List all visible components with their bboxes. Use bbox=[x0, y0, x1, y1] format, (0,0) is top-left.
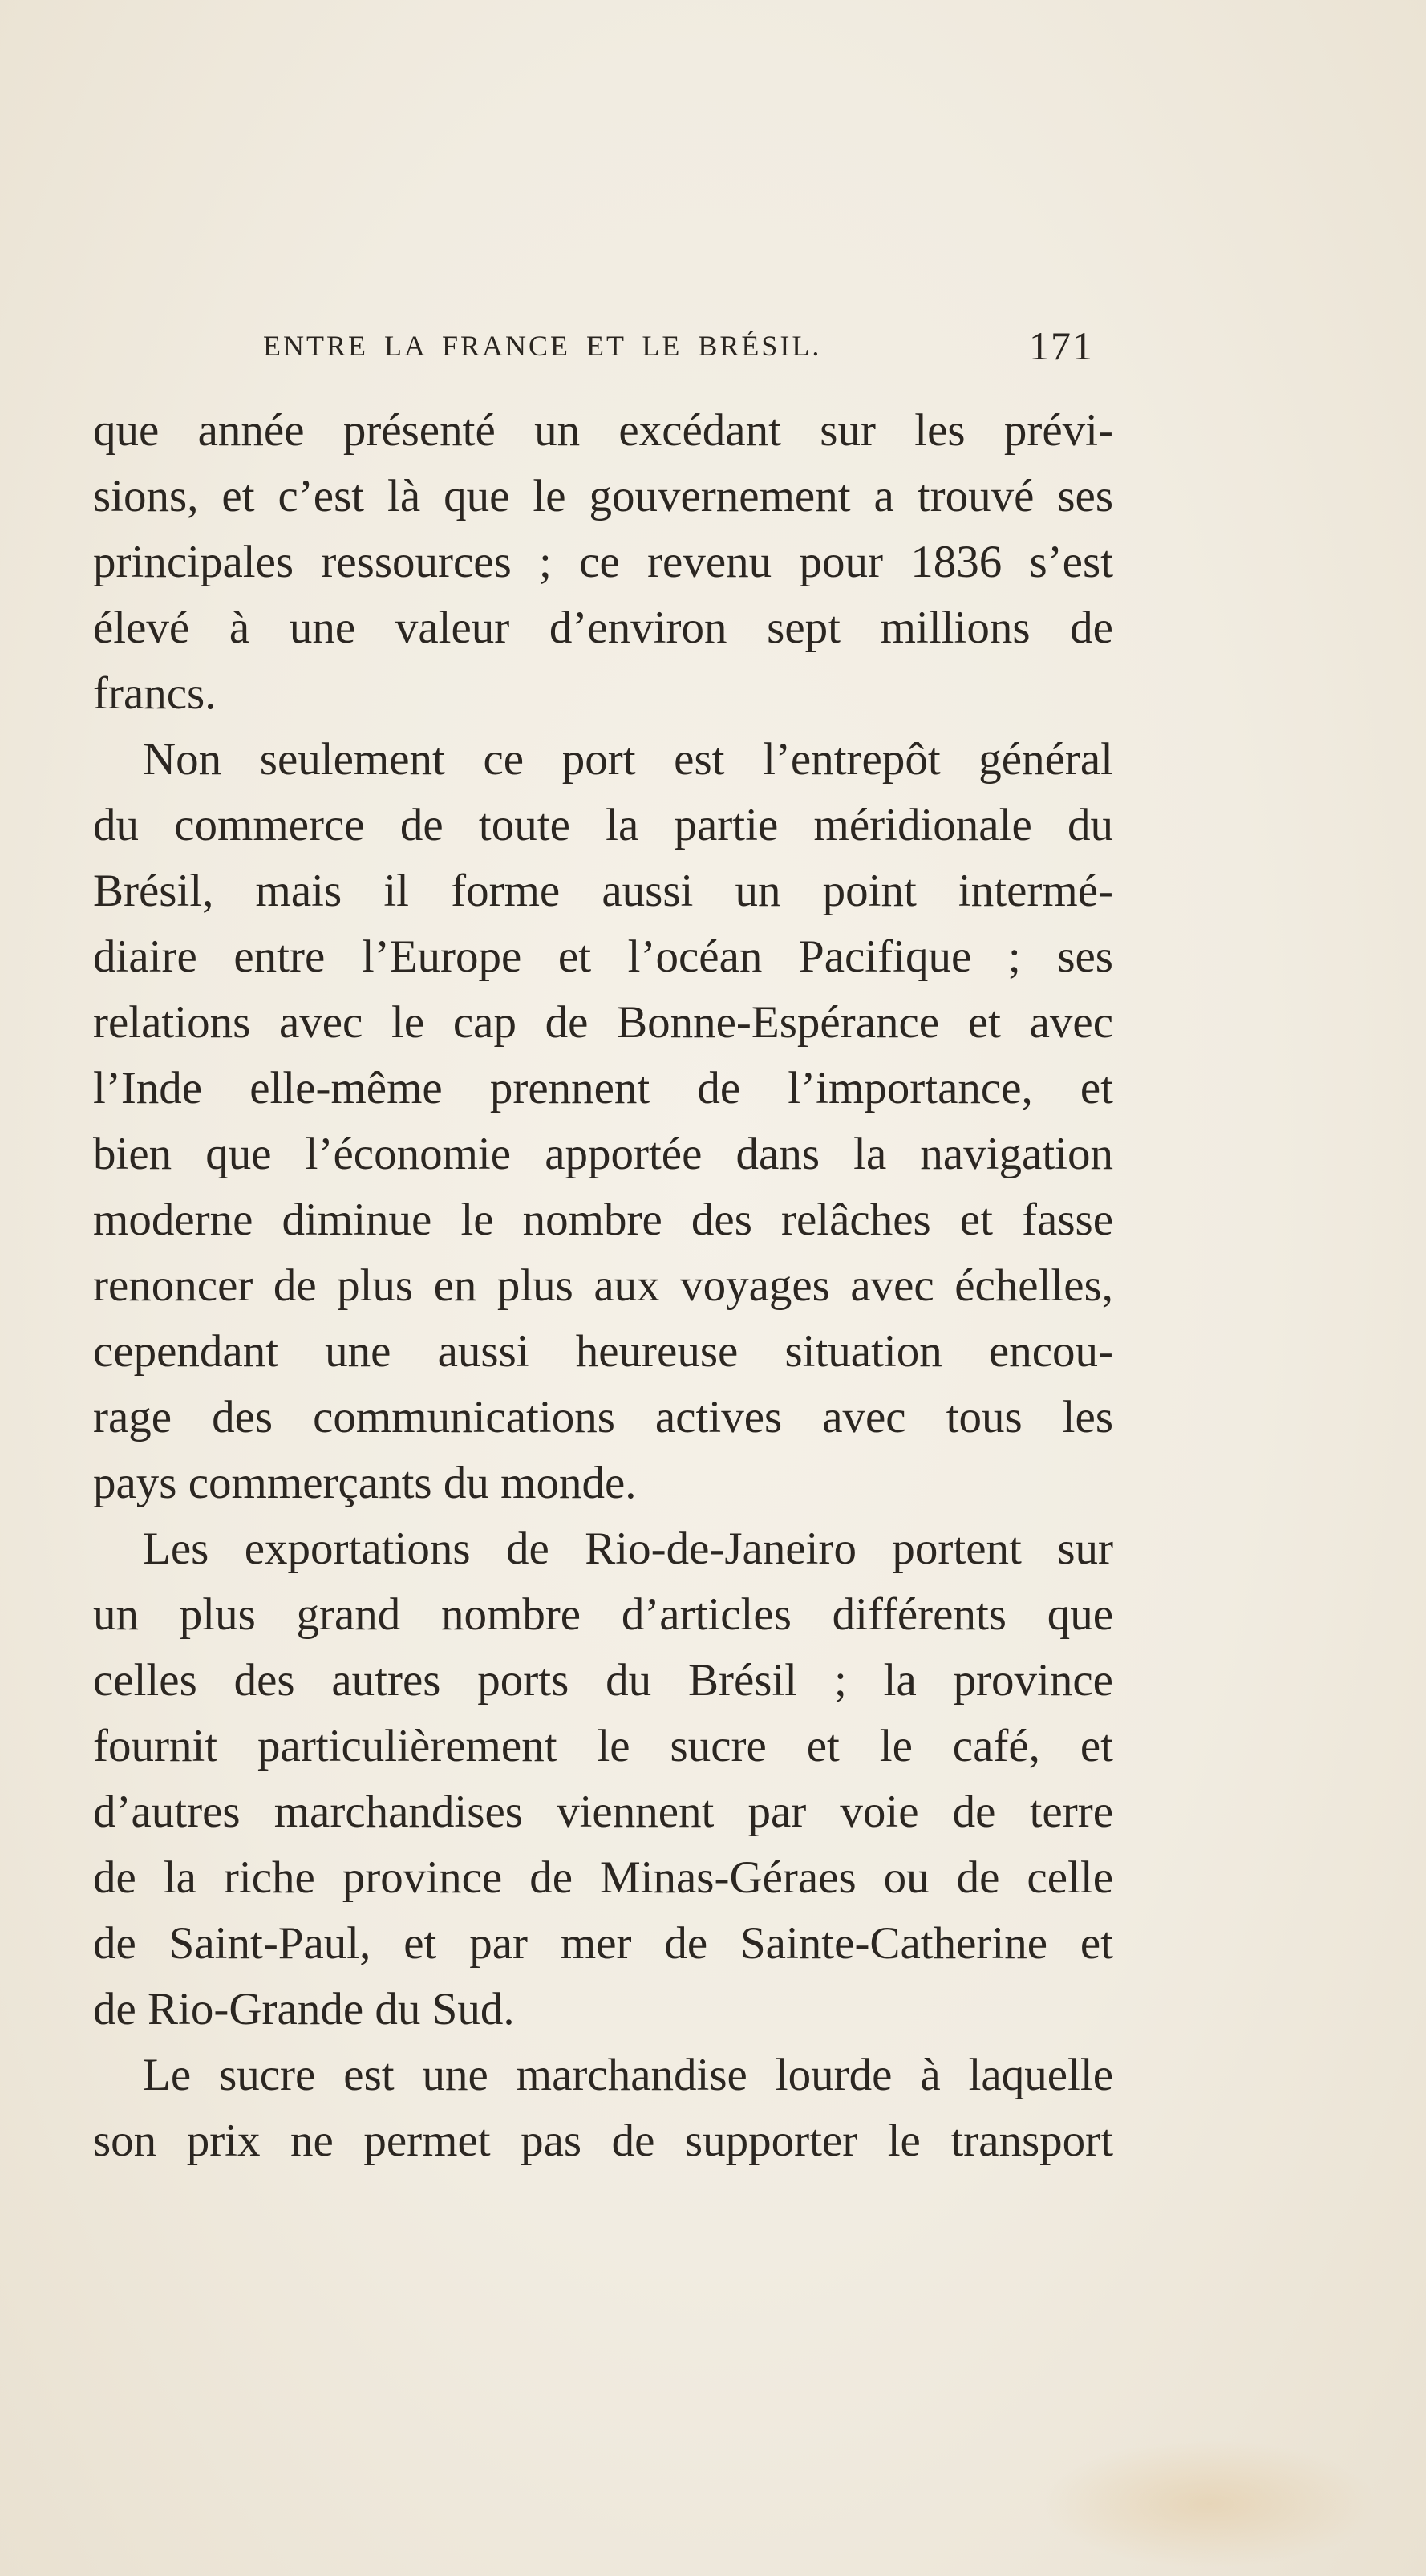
text-line: relations avec le cap de Bonne-Espérance et avec bbox=[93, 997, 1113, 1048]
text-line: diaire entre l’Europe et l’océan Pacifique ; ses bbox=[93, 931, 1113, 982]
text-line: pays commerçants du monde. bbox=[93, 1458, 637, 1508]
page-number: 171 bbox=[1029, 323, 1094, 368]
text-line: bien que l’économie apportée dans la navigation bbox=[93, 1129, 1113, 1179]
paper-stain bbox=[1041, 2440, 1378, 2568]
text-line: son prix ne permet pas de supporter le transport bbox=[93, 2116, 1113, 2166]
running-head bbox=[263, 324, 1105, 380]
text-line: un plus grand nombre d’articles différents que bbox=[93, 1589, 1113, 1640]
text-line: de Saint-Paul, et par mer de Sainte-Catherine et bbox=[93, 1918, 1113, 1969]
text-line: francs. bbox=[93, 668, 217, 719]
text-line: moderne diminue le nombre des relâches et fasse bbox=[93, 1195, 1113, 1245]
text-line: de Rio-Grande du Sud. bbox=[93, 1984, 515, 2034]
text-line: sions, et c’est là que le gouvernement a trouvé ses bbox=[93, 471, 1113, 521]
text-line: l’Inde elle-même prennent de l’importance, et bbox=[93, 1063, 1113, 1114]
text-line: renoncer de plus en plus aux voyages avec échelles, bbox=[93, 1260, 1113, 1311]
text-line: Les exportations de Rio-de-Janeiro portent sur bbox=[143, 1523, 1113, 1574]
text-line: Le sucre est une marchandise lourde à laquelle bbox=[143, 2050, 1113, 2100]
body-text bbox=[93, 398, 1113, 2174]
text-line: élevé à une valeur d’environ sept millions de bbox=[93, 602, 1113, 653]
text-line: Non seulement ce port est l’entrepôt général bbox=[143, 734, 1113, 785]
text-line: que année présenté un excédant sur les prévi- bbox=[93, 405, 1113, 456]
text-line: celles des autres ports du Brésil ; la province bbox=[93, 1655, 1113, 1706]
text-line: du commerce de toute la partie méridionale du bbox=[93, 800, 1113, 850]
text-line: fournit particulièrement le sucre et le café, et bbox=[93, 1721, 1113, 1771]
running-title: ENTRE LA FRANCE ET LE BRÉSIL. bbox=[263, 330, 822, 362]
text-line: d’autres marchandises viennent par voie de terre bbox=[93, 1787, 1113, 1837]
text-line: de la riche province de Minas-Géraes ou de celle bbox=[93, 1852, 1113, 1903]
text-line: Brésil, mais il forme aussi un point intermé- bbox=[93, 866, 1113, 916]
text-line: cependant une aussi heureuse situation encou- bbox=[93, 1326, 1113, 1377]
text-line: principales ressources ; ce revenu pour 1836 s’est bbox=[93, 537, 1113, 587]
text-line: rage des communications actives avec tous les bbox=[93, 1392, 1113, 1442]
